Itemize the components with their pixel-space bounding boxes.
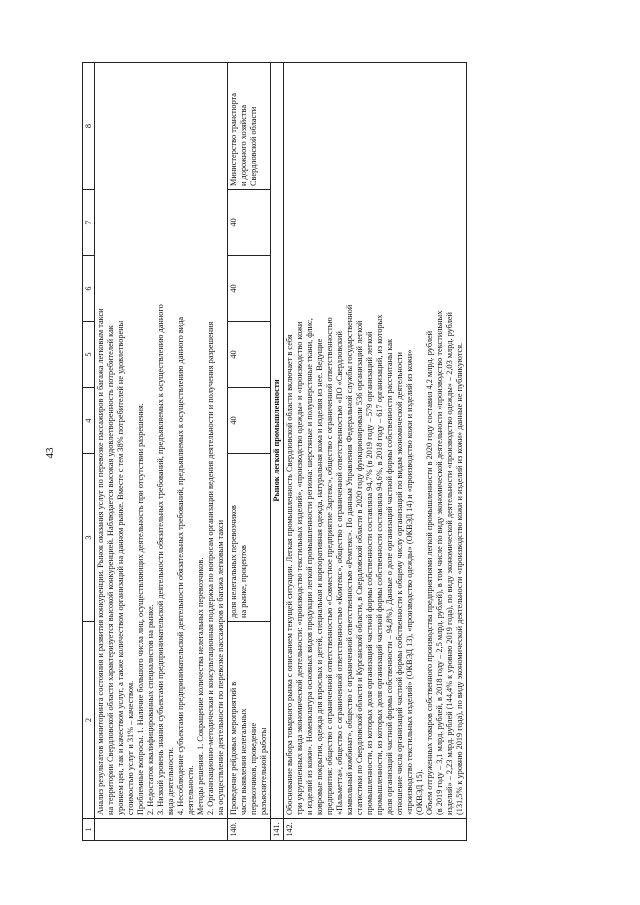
row-142-line: три укрупненных вида экономической деятельности: «производство текстильных изделий», «производство одежды» и «производство кожи — [295, 321, 304, 815]
row-141-num: 141. — [271, 819, 284, 841]
row-140-value-2019: 40 — [228, 388, 271, 454]
header-col-8: 8 — [83, 63, 95, 190]
header-col-1: 1 — [83, 819, 95, 841]
row-140-event — [228, 622, 271, 819]
header-col-7: 7 — [83, 190, 95, 256]
row-142-line: (в 2019 году – 3,1 млрд. рублей, в 2018 году – 2,5 млрд. рублей), в том числе по виду экономической деятельности «производство текстильных — [435, 310, 444, 815]
row-140-event-line: части выявления нелегальных — [239, 708, 248, 815]
row-142-line: (ОКВЭД 15). — [415, 769, 424, 815]
row-142-line: отношение числа организаций частной формы собственности к общему числу организаций по видам экономической деятельности — [395, 352, 404, 815]
row-140-responsible-line: и дорожного хозяйства — [239, 104, 248, 186]
row-142-line: Обоснование выбора товарного рынка с описанием текущей ситуации. Легкая промышленность Свердловской области включает в себя — [285, 334, 294, 815]
row-142-line: предприятия: общество с ограниченной ответственностью «Совместное предприятие Зартекс», общество с ограниченной ответственностью — [325, 317, 334, 815]
row-140 — [228, 63, 271, 841]
measures-table — [82, 62, 467, 841]
row-140-event-line: Проведение рейдовых мероприятий в — [229, 681, 238, 815]
row-142 — [284, 63, 467, 841]
row-142-line: и изделий из кожи». Номенклатура основных видов продукции легкой промышленности региона: шерстяные и полушерстяные ткани, флис, — [305, 318, 314, 815]
row-142-line: камвольный комбинат», общество с ограниченной ответственностью «Ремтекс». По данным Управления Федеральной службы государственной — [345, 304, 354, 815]
row-140-responsible-line: Министерство транспорта — [229, 93, 238, 186]
row-142-num: 142. — [284, 819, 467, 841]
row-140-value-2022: 40 — [228, 190, 271, 256]
row-142-line: промышленности, из которых доля организаций частной формы собственности составляла 94,7% (в 2019 году – 579 организаций легкой — [365, 331, 374, 815]
row-140-value-2020: 40 — [228, 322, 271, 388]
table-rotated-wrapper — [82, 63, 602, 841]
rotated-table-sheet — [82, 63, 602, 841]
analysis-num-cell — [95, 819, 228, 841]
analysis-line: 2. Организационно-методическая и консультационная поддержка по вопросам организации ведения деятельности и получения разрешения — [206, 321, 215, 815]
header-col-2: 2 — [83, 622, 95, 819]
row-142-line: изделий» – 2,23 млрд. рублей (144,4% к уровню 2019 года), по виду экономической деятельности «производство одежды» – 2,03 млрд. рублей — [445, 312, 454, 815]
analysis-line: 3. Низкий уровень знания субъектами предпринимательской деятельности обязательных требований, предъявляемых к осуществлению данного — [156, 304, 165, 815]
header-col-6: 6 — [83, 256, 95, 322]
row-142-text-cell — [284, 63, 467, 819]
row-140-indicator-line: доля нелегальных перевозчиков — [229, 505, 238, 618]
header-col-5: 5 — [83, 322, 95, 388]
row-142-line: статистики по Свердловской области и Курганской области, в Свердловской области в 2020 году функционировали 536 организаций легкой — [355, 320, 364, 815]
row-140-indicator-line: на рынке, процентов — [239, 545, 248, 618]
row-142-line: «Пальметта», общество с ограниченной ответственностью «Комтекс», общество с ограниченной ответственностью «ПО «Свердловский — [335, 331, 344, 815]
row-140-num: 140. — [228, 819, 271, 841]
row-140-event-line: перевозчиков, проведение — [249, 722, 258, 815]
analysis-text-cell — [95, 63, 228, 819]
header-row — [83, 63, 95, 841]
header-col-4: 4 — [83, 388, 95, 454]
row-140-value-2021: 40 — [228, 256, 271, 322]
row-141 — [271, 63, 284, 841]
row-142-line: ковровые покрытия, одежда для взрослых и детей, специальная и корпоративная одежда, натуральная кожа и изделия из нее. Ведущие — [315, 338, 324, 815]
analysis-line: на территории Свердловской области характеризуется высокой конкуренцией. Наблюдается высокая удовлетворенность потребителей как — [106, 325, 115, 815]
analysis-line: стоимостью услуг и 31% – качеством. — [126, 680, 135, 815]
analysis-line: на осуществление деятельности по перевозке пассажиров и багажа легковым такси — [216, 519, 225, 815]
analysis-line: 2. Недостаток квалифицированных специалистов на рынке. — [146, 604, 155, 815]
row-142-line: Объем отгруженных товаров собственного производства предприятиями легкой промышленности в 2020 году составил 4,2 млрд. рублей — [425, 330, 434, 815]
analysis-line: 4. Несоблюдение субъектами предпринимательской деятельности обязательных требований, предъявляемых к осуществлению данного вида — [176, 316, 185, 815]
row-140-event-line: разъяснительной работы — [259, 727, 268, 815]
analysis-line: вида деятельности. — [166, 747, 175, 815]
section-title: Рынок легкой промышленности — [271, 63, 284, 819]
analysis-line: Методы решения. 1. Сокращение количества нелегальных перевозчиков. — [196, 557, 205, 815]
analysis-line: Проблемные вопросы. 1. Наличие большого числа лиц, осуществляющих деятельность при отсутствии разрешения. — [136, 403, 145, 815]
header-col-3: 3 — [83, 454, 95, 622]
row-140-responsible — [228, 63, 271, 190]
row-142-line: промышленности, из которых доля организаций частной формы собственности составляла 94,6%, в 2018 году – 617 организаций, из которых — [375, 314, 384, 815]
analysis-line: уровнем цен, так и качеством услуг, а также количеством организаций на данном рынке. Вместе с тем 38% потребителей не удовлетворены — [116, 320, 125, 815]
analysis-line: деятельности. — [186, 765, 195, 815]
row-142-line: «производство текстильных изделий» (ОКВЭД 13), «производство одежды» (ОКВЭД 14) и «производство кожи и изделий из кожи» — [405, 349, 414, 815]
row-140-responsible-line: Свердловской области — [249, 106, 258, 186]
analysis-line: Анализ результатов мониторинга состояния и развития конкуренции. Рынок оказания услуг по перевозке пассажиров и багажа легковым такси — [96, 308, 105, 815]
row-142-line: (131,5% к уровню 2019 года), по виду экономической деятельности «производство кожи и изделий из кожи» данные не публикуются. — [455, 342, 464, 815]
page-number: 43 — [44, 447, 56, 459]
analysis-row — [95, 63, 228, 841]
row-142-line: доля организаций частной формы собственности – 94,8%). Данные о доле организаций частной формы собственности рассчитаны как — [385, 338, 394, 815]
row-140-indicator — [228, 454, 271, 622]
